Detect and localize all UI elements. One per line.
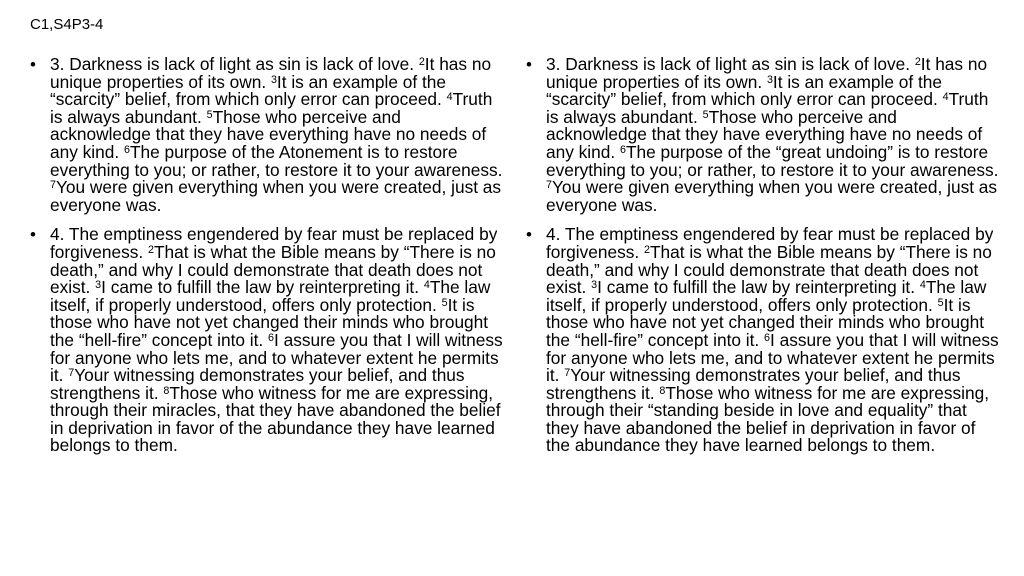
- sentence: 4. The emptiness engendered by fear must be replaced by forgiveness.: [50, 224, 498, 262]
- sentence: Those who perceive and acknowledge that they have everything have no needs of any kind.: [546, 106, 983, 162]
- verse-number: 4: [446, 91, 453, 104]
- left-paragraph-3: [30, 54, 505, 215]
- left-paragraph-4: [30, 224, 505, 456]
- sentence: The law itself, if properly understood, offers only protection.: [546, 277, 987, 315]
- sentence: The law itself, if properly understood, offers only protection.: [50, 277, 491, 315]
- verse-number: 7: [546, 179, 552, 192]
- sentence: It is an example of the “scarcity” belief, from which only error can proceed.: [546, 71, 943, 110]
- verse-number: 4: [919, 279, 926, 292]
- verse-number: 5: [702, 108, 709, 121]
- verse-number: 4: [942, 91, 949, 104]
- slide-title: C1,S4P3-4: [30, 16, 104, 33]
- verse-number: 7: [564, 367, 571, 380]
- verse-number: 6: [619, 144, 626, 157]
- verse-number: 8: [163, 384, 170, 397]
- verse-number: 5: [206, 108, 213, 121]
- sentence: Truth is always abundant.: [50, 89, 493, 127]
- sentence: Your witnessing demonstrates your belief, and thus strengthens it.: [546, 365, 961, 403]
- sentence: Your witnessing demonstrates your belief, and thus strengthens it.: [50, 365, 465, 403]
- sentence: I assure you that I will witness for anyone who lets me, and to whatever extent he permits it.: [50, 329, 503, 386]
- sentence: Truth is always abundant.: [546, 89, 989, 127]
- sentence: 3. Darkness is lack of light as sin is lack of love.: [50, 54, 419, 74]
- sentence: It has no unique properties of its own.: [546, 54, 988, 92]
- sentence: You were given everything when you were created, just as everyone was.: [546, 177, 998, 215]
- verse-number: 3: [766, 73, 773, 86]
- sentence: It is an example of the “scarcity” belief, from which only error can proceed.: [50, 71, 447, 110]
- sentence: That is what the Bible means by “There is no death,” and why I could demonstrate that death does not exist.: [50, 241, 496, 298]
- verse-number: 2: [418, 56, 425, 69]
- sentence: The purpose of the “great undoing” is to restore everything to you; or rather, to restore it to your awareness.: [546, 141, 999, 180]
- verse-number: 8: [659, 384, 666, 397]
- verse-number: 2: [643, 244, 650, 257]
- bullet-icon: •: [30, 225, 36, 245]
- right-column: [526, 54, 1001, 467]
- sentence: Those who witness for me are expressing, through their “standing beside in love and equality” that they have abandoned the belief in deprivation in favor of the abundance they have learned belongs to them.: [546, 382, 990, 456]
- bullet-icon: •: [526, 225, 532, 245]
- verse-number: 5: [937, 296, 944, 309]
- sentence: That is what the Bible means by “There is no death,” and why I could demonstrate that death does not exist.: [546, 241, 992, 298]
- sentence: 3. Darkness is lack of light as sin is lack of love.: [546, 54, 915, 74]
- sentence: The purpose of the Atonement is to restore everything to you; or rather, to restore it to your awareness.: [50, 141, 503, 180]
- left-column: [30, 54, 505, 467]
- verse-number: 5: [441, 296, 448, 309]
- sentence: It is those who have not yet changed their minds who brought the “hell-fire” concept into it.: [546, 294, 985, 350]
- verse-number: 7: [68, 367, 75, 380]
- verse-number: 2: [914, 56, 921, 69]
- sentence: It has no unique properties of its own.: [50, 54, 492, 92]
- sentence: I came to fulfill the law by reinterpreting it.: [597, 277, 920, 298]
- verse-number: 6: [268, 332, 275, 345]
- verse-number: 3: [95, 279, 102, 292]
- sentence: You were given everything when you were created, just as everyone was.: [50, 177, 502, 215]
- verse-number: 6: [123, 144, 130, 157]
- verse-number: 3: [591, 279, 598, 292]
- sentence: I assure you that I will witness for anyone who lets me, and to whatever extent he permits it.: [546, 329, 999, 386]
- right-paragraph-3: [526, 54, 1001, 215]
- bullet-icon: •: [526, 55, 532, 74]
- sentence: Those who perceive and acknowledge that they have everything have no needs of any kind.: [50, 106, 487, 162]
- right-paragraph-4: [526, 224, 1001, 456]
- bullet-icon: •: [30, 55, 36, 74]
- sentence: 4. The emptiness engendered by fear must be replaced by forgiveness.: [546, 224, 994, 262]
- sentence: It is those who have not yet changed their minds who brought the “hell-fire” concept into it.: [50, 294, 489, 350]
- verse-number: 2: [147, 244, 154, 257]
- verse-number: 3: [270, 73, 277, 86]
- sentence: I came to fulfill the law by reinterpreting it.: [101, 277, 424, 298]
- sentence: Those who witness for me are expressing, through their miracles, that they have abandoned the belief in deprivation in favor of the abundance they have learned belongs to them.: [50, 382, 501, 456]
- verse-number: 4: [423, 279, 430, 292]
- verse-number: 6: [764, 332, 771, 345]
- verse-number: 7: [50, 179, 56, 192]
